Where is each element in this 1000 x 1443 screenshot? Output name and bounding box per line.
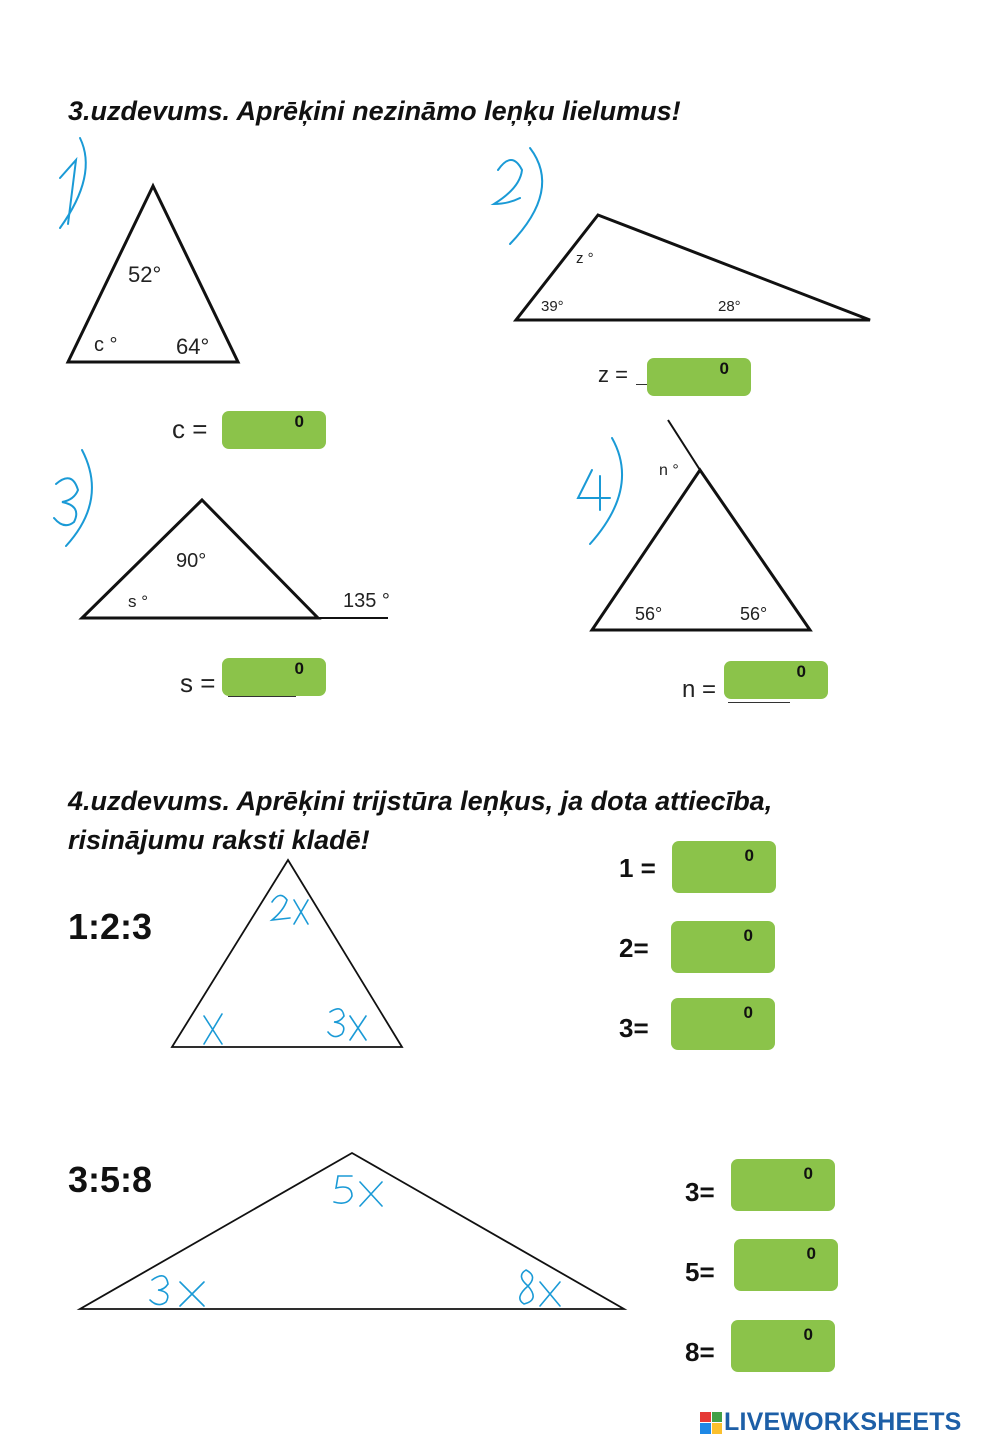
angle-label: 28° (718, 298, 741, 315)
answer-input-z[interactable]: 0 (647, 358, 751, 396)
handwritten-8x-label (520, 1270, 560, 1306)
answer-input-n[interactable]: 0 (724, 661, 828, 699)
handwritten-2x-label (272, 895, 308, 924)
ratio-1-2-3: 1:2:3 (68, 906, 153, 947)
angle-label: 135 ° (343, 590, 390, 612)
answer-label-s: s = (180, 668, 216, 698)
logo-text: LIVEWORKSHEETS (724, 1408, 962, 1436)
liveworksheets-logo[interactable] (700, 1408, 962, 1437)
handwritten-number-4 (578, 438, 622, 544)
answer-label-angle-2: 2= (619, 933, 649, 963)
task-4-heading-line-1: 4.uzdevums. Aprēķini trijstūra leņķus, ja dota attiecība, (68, 786, 773, 816)
answer-input-angle-5x[interactable]: 0 (734, 1239, 838, 1291)
handwritten-3x-label (328, 1009, 366, 1040)
angle-label: s ° (128, 592, 149, 611)
answer-input-c[interactable]: 0 (222, 411, 326, 449)
answer-input-angle-1[interactable]: 0 (672, 841, 776, 893)
answer-input-angle-3x[interactable]: 0 (731, 1159, 835, 1211)
answer-label-angle-1: 1 = (619, 853, 656, 883)
handwritten-number-2 (494, 148, 542, 244)
angle-label: c ° (94, 334, 118, 356)
handwritten-number-3 (54, 450, 92, 546)
liveworksheets-logo-icon (700, 1412, 722, 1434)
angle-label: n ° (659, 462, 679, 479)
answer-label-c: c = (172, 414, 208, 444)
answer-label-angle-3: 3= (619, 1013, 649, 1043)
answer-label-z: z = (598, 362, 628, 387)
angle-label: 56° (635, 604, 663, 624)
answer-label-angle-5x: 5= (685, 1257, 715, 1287)
answer-label-angle-8x: 8= (685, 1337, 715, 1367)
answer-input-angle-2[interactable]: 0 (671, 921, 775, 973)
answer-input-angle-3[interactable]: 0 (671, 998, 775, 1050)
answer-blank-line (228, 696, 296, 697)
handwritten-x-label (204, 1014, 222, 1044)
handwritten-3x-label-2 (150, 1276, 204, 1306)
task-4-heading-line-2: risinājumu raksti kladē! (68, 825, 370, 855)
handwritten-number-1 (60, 138, 86, 228)
angle-label: 39° (541, 298, 564, 315)
answer-label-angle-3x: 3= (685, 1177, 715, 1207)
answer-input-s[interactable]: 0 (222, 658, 326, 696)
answer-blank-line (728, 702, 790, 703)
triangle-4 (592, 420, 810, 630)
task-3-heading: 3.uzdevums. Aprēķini nezināmo leņķu lielumus! (68, 96, 681, 126)
angle-label: 90° (176, 550, 207, 572)
angle-label: 52° (128, 262, 162, 287)
ratio-3-5-8: 3:5:8 (68, 1159, 153, 1200)
answer-label-n: n = (682, 676, 717, 703)
angle-label: z ° (576, 250, 594, 267)
triangle-2 (516, 215, 870, 320)
handwritten-5x-label (334, 1176, 382, 1206)
angle-label: 56° (740, 604, 768, 624)
angle-label: 64° (176, 334, 210, 359)
answer-input-angle-8x[interactable]: 0 (731, 1320, 835, 1372)
